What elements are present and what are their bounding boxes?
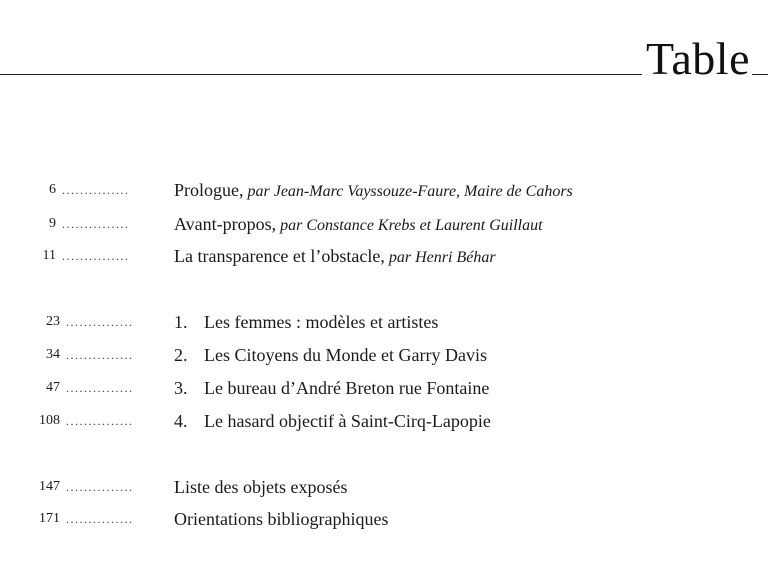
toc-page-number: 108: [39, 413, 60, 428]
toc-leader-dots: ...............: [62, 249, 130, 263]
toc-page-number-wrap: [0, 374, 60, 402]
toc-leader-dots: ...............: [62, 217, 130, 231]
toc-entry-text: [174, 176, 573, 204]
toc-page-number: 23: [46, 314, 60, 329]
toc-entry-title: Le hasard objectif à Saint-Cirq-Lapopie: [204, 411, 491, 431]
toc-page-number: 9: [49, 216, 56, 231]
toc-page-number: 171: [39, 511, 60, 526]
page-title: Table: [646, 33, 751, 84]
toc-entry-title: Les femmes : modèles et artistes: [204, 312, 439, 332]
header-rule-left: [0, 74, 642, 75]
toc-leader-dots: ...............: [66, 381, 134, 395]
toc-entry-text: [174, 505, 388, 533]
toc-entry-byline: par Jean-Marc Vayssouze-Faure, Maire de Cahors: [243, 183, 573, 200]
toc-page-number-wrap: [0, 505, 60, 533]
toc-page-number: 147: [39, 479, 60, 494]
toc-entry-text: [174, 374, 489, 402]
toc-leader-dots: ...............: [66, 512, 134, 526]
toc-entry-title: Les Citoyens du Monde et Garry Davis: [204, 345, 487, 365]
toc-chapter-number: 4.: [174, 411, 188, 431]
toc-entry-byline: par Constance Krebs et Laurent Guillaut: [276, 217, 543, 234]
toc-entry-text: [174, 308, 438, 336]
header-rule-right: [752, 74, 768, 75]
toc-entry-text: [174, 242, 496, 270]
toc-entry-title: Le bureau d’André Breton rue Fontaine: [204, 378, 490, 398]
toc-entry-title: Liste des objets exposés: [174, 477, 348, 497]
toc-entry-title: Prologue,: [174, 180, 244, 200]
toc-page-number-wrap: [0, 242, 56, 270]
toc-chapter-number: 2.: [174, 345, 188, 365]
toc-page-number: 34: [46, 347, 60, 362]
toc-page-number-wrap: [0, 308, 60, 336]
toc-page-number: 6: [49, 182, 56, 197]
toc-entry-title: La transparence et l’obstacle,: [174, 246, 385, 266]
toc-entry-byline: par Henri Béhar: [384, 249, 496, 266]
toc-page-number-wrap: [0, 210, 56, 238]
toc-leader-dots: ...............: [66, 315, 134, 329]
toc-leader-dots: ...............: [66, 480, 134, 494]
toc-page-number-wrap: [0, 176, 56, 204]
toc-entry-text: [174, 473, 347, 501]
toc-entry-title: Orientations bibliographiques: [174, 509, 389, 529]
toc-leader-dots: ...............: [66, 348, 134, 362]
toc-page-number-wrap: [0, 341, 60, 369]
toc-chapter-number: 3.: [174, 378, 188, 398]
toc-page-number: 47: [46, 380, 60, 395]
toc-leader-dots: ...............: [62, 183, 130, 197]
toc-page-number-wrap: [0, 407, 60, 435]
toc-chapter-number: 1.: [174, 312, 188, 332]
toc-entry-text: [174, 210, 543, 238]
toc-page-number-wrap: [0, 473, 60, 501]
toc-entry-text: [174, 341, 487, 369]
toc-entry-title: Avant-propos,: [174, 214, 277, 234]
toc-page-number: 11: [42, 248, 56, 263]
toc-leader-dots: ...............: [66, 414, 134, 428]
toc-entry-text: [174, 407, 491, 435]
